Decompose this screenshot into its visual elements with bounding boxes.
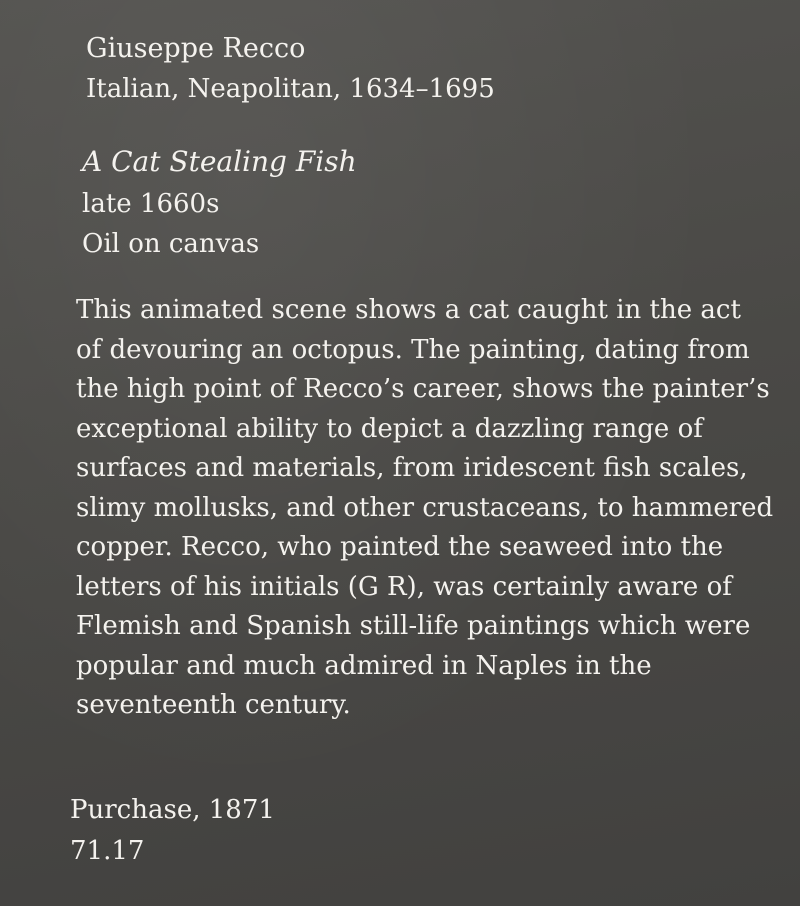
description-line: This animated scene shows a cat caught in the act xyxy=(76,295,741,325)
artwork-date: late 1660s xyxy=(82,189,220,219)
artwork-description xyxy=(76,291,776,726)
description-line: copper. Recco, who painted the seaweed into the xyxy=(76,532,724,562)
description-line: seventeenth century. xyxy=(76,690,351,720)
artwork-medium: Oil on canvas xyxy=(82,229,260,259)
accession-number: 71.17 xyxy=(70,836,145,866)
description-line: exceptional ability to depict a dazzling range of xyxy=(76,413,703,444)
artist-nationality-dates: Italian, Neapolitan, 1634–1695 xyxy=(86,74,495,104)
description-line: of devouring an octopus. The painting, dating from xyxy=(76,334,750,365)
description-line: surfaces and materials, from iridescent fish scales, xyxy=(76,453,748,483)
credit-line: Purchase, 1871 xyxy=(70,795,275,825)
artist-name: Giuseppe Recco xyxy=(86,33,306,64)
description-line: the high point of Recco’s career, shows the painter’s xyxy=(76,374,770,404)
description-line: popular and much admired in Naples in the xyxy=(76,650,652,681)
description-line: letters of his initials (G R), was certainly aware of xyxy=(76,571,732,602)
description-line: Flemish and Spanish still-life paintings which were xyxy=(76,611,751,641)
description-line: slimy mollusks, and other crustaceans, to hammered xyxy=(76,492,774,523)
artwork-title: A Cat Stealing Fish xyxy=(82,145,357,178)
